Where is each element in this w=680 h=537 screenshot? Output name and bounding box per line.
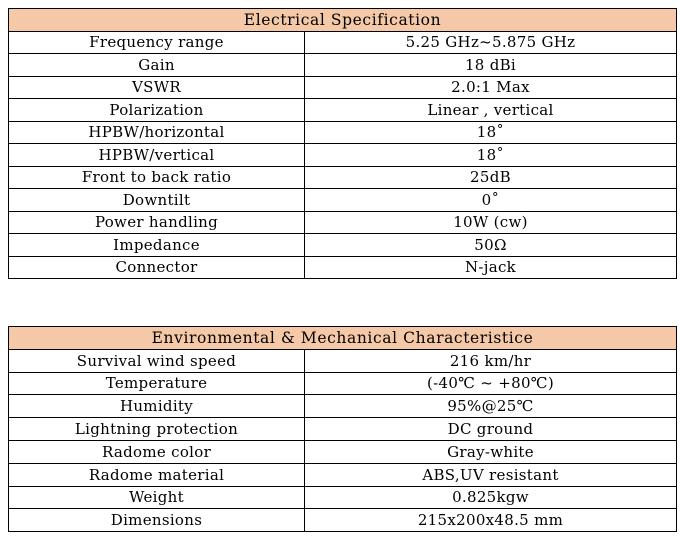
spec-label: Radome color [9, 440, 305, 463]
spec-value: 50Ω [305, 234, 677, 257]
spec-value: N-jack [305, 256, 677, 279]
table-row [9, 121, 677, 144]
spec-value: 2.0:1 Max [305, 76, 677, 99]
spec-label: Gain [9, 54, 305, 77]
spec-value: 5.25 GHz~5.875 GHz [305, 31, 677, 54]
spec-label: Dimensions [9, 509, 305, 532]
spec-value: 0.825kgw [305, 486, 677, 509]
spec-value: 215x200x48.5 mm [305, 509, 677, 532]
table-row [9, 395, 677, 418]
spec-label: Front to back ratio [9, 166, 305, 189]
spec-label: Temperature [9, 372, 305, 395]
table-row [9, 349, 677, 372]
spec-value: ABS,UV resistant [305, 463, 677, 486]
table-header-row [9, 327, 677, 350]
spec-label: HPBW/horizontal [9, 121, 305, 144]
spec-label: Power handling [9, 211, 305, 234]
spec-value: 18˚ [305, 144, 677, 167]
table-row [9, 509, 677, 532]
spec-label: Connector [9, 256, 305, 279]
spec-value: 25dB [305, 166, 677, 189]
table-row [9, 144, 677, 167]
table-row [9, 234, 677, 257]
table-row [9, 166, 677, 189]
spec-label: Humidity [9, 395, 305, 418]
spec-label: Radome material [9, 463, 305, 486]
table-row [9, 440, 677, 463]
table-row [9, 463, 677, 486]
spec-value: 18˚ [305, 121, 677, 144]
spec-label: VSWR [9, 76, 305, 99]
spec-value: 18 dBi [305, 54, 677, 77]
environmental-mechanical-table [8, 326, 677, 532]
spec-label: HPBW/vertical [9, 144, 305, 167]
table-row [9, 76, 677, 99]
spec-value: 216 km/hr [305, 349, 677, 372]
electrical-spec-table [8, 8, 677, 279]
spec-value: 0˚ [305, 189, 677, 212]
spec-label: Polarization [9, 99, 305, 122]
table-row [9, 99, 677, 122]
spec-value: Linear , vertical [305, 99, 677, 122]
table-header-row [9, 9, 677, 32]
table-row [9, 372, 677, 395]
table-row [9, 189, 677, 212]
spec-label: Lightning protection [9, 418, 305, 441]
spec-label: Impedance [9, 234, 305, 257]
table-row [9, 486, 677, 509]
table-row [9, 211, 677, 234]
spec-value: Gray-white [305, 440, 677, 463]
spec-value: 10W (cw) [305, 211, 677, 234]
table-row [9, 54, 677, 77]
spec-label: Weight [9, 486, 305, 509]
table-row [9, 31, 677, 54]
table-row [9, 256, 677, 279]
electrical-spec-title: Electrical Specification [9, 9, 677, 32]
spec-label: Frequency range [9, 31, 305, 54]
spec-value: 95%@25℃ [305, 395, 677, 418]
spec-label: Downtilt [9, 189, 305, 212]
spec-label: Survival wind speed [9, 349, 305, 372]
spec-value: (-40℃ ~ +80℃) [305, 372, 677, 395]
environmental-spec-title: Environmental & Mechanical Characteristice [9, 327, 677, 350]
table-row [9, 418, 677, 441]
spec-value: DC ground [305, 418, 677, 441]
